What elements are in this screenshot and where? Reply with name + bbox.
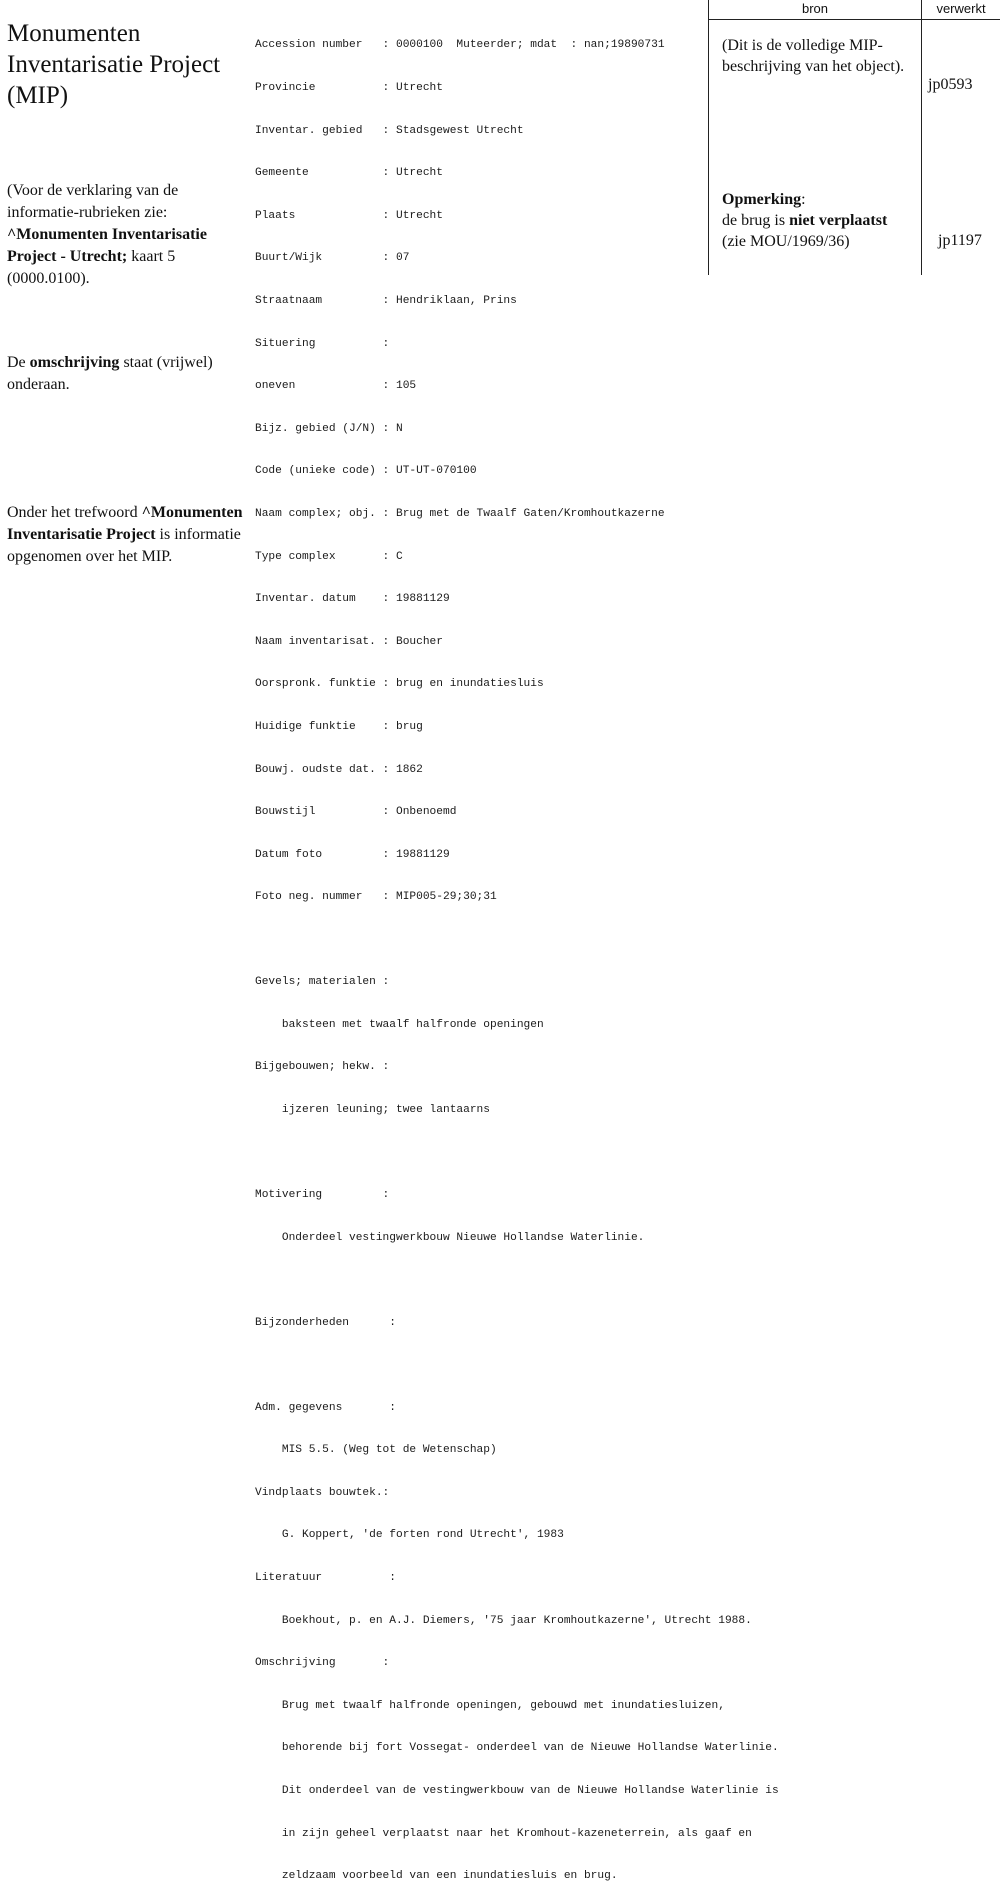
header-bron: bron [801, 1, 829, 16]
record-field: Huidige funktie : brug [255, 720, 423, 733]
record-field: Bouwstijl : Onbenoemd [255, 806, 457, 819]
record-field: Type complex : C [255, 550, 403, 563]
note-trefwoord-post: is informatie opgenomen over het MIP. [7, 526, 241, 565]
record-field: Datum foto : 19881129 [255, 848, 450, 861]
omschrijving-line: Dit onderdeel van de vestingwerkbouw van de Nieuwe Hollandse Waterlinie is [255, 1785, 779, 1797]
record-field: Buurt/Wijk : 07 [255, 252, 410, 265]
remark-emphasis: niet verplaatst [789, 212, 888, 229]
omschrijving-line: Brug met twaalf halfronde openingen, gebouwd met inundatiesluizen, [255, 1699, 725, 1712]
record-field: Plaats : Utrecht [255, 209, 443, 222]
adm-value: MIS 5.5. (Weg tot de Wetenschap) [255, 1444, 497, 1457]
gevels-value: baksteen met twaalf halfronde openingen [255, 1018, 544, 1031]
source-description: (Dit is de volledige MIP-beschrijving van het object). [722, 37, 905, 75]
remark-colon: : [801, 191, 806, 208]
record-field: Gemeente : Utrecht [255, 167, 443, 180]
note-omschrijving-bold: omschrijving [29, 354, 120, 371]
literatuur-value: Boekhout, p. en A.J. Diemers, '75 jaar Kromhoutkazerne', Utrecht 1988. [255, 1614, 752, 1627]
gevels-label: Gevels; materialen : [255, 976, 390, 989]
note-trefwoord-pre: Onder het trefwoord [7, 504, 142, 521]
note-omschrijving-post: staat (vrijwel) onderaan. [7, 354, 213, 393]
source-code: jp0593 [928, 76, 973, 93]
bijgebouwen-label: Bijgebouwen; hekw. : [255, 1061, 390, 1074]
omschrijving-line: in zijn geheel verplaatst naar het Kromhout-kazeneterrein, als gaaf en [255, 1827, 752, 1840]
note-omschrijving-pre: De [7, 354, 30, 371]
omschrijving-label: Omschrijving : [255, 1657, 390, 1670]
note-trefwoord-link: ^Monumenten Inventarisatie Project [7, 504, 243, 543]
table-divider [708, 0, 709, 275]
vindplaats-value: G. Koppert, 'de forten rond Utrecht', 1983 [255, 1529, 564, 1542]
note-verklaring-kaart: kaart 5 (0000.0100). [7, 248, 176, 287]
motivering-value: Onderdeel vestingwerkbouw Nieuwe Hollandse Waterlinie. [255, 1231, 645, 1244]
record-field: Situering : [255, 337, 390, 350]
adm-label: Adm. gegevens : [255, 1401, 396, 1414]
record-field: Inventar. gebied : Stadsgewest Utrecht [255, 124, 524, 137]
record-field: Naam inventarisat. : Boucher [255, 635, 443, 648]
record-field: Foto neg. nummer : MIP005-29;30;31 [255, 891, 497, 904]
note-trefwoord [7, 502, 252, 568]
bijgebouwen-value: ijzeren leuning; twee lantaarns [255, 1104, 490, 1117]
record-field: Straatnaam : Hendriklaan, Prins [255, 294, 517, 307]
vindplaats-label: Vindplaats bouwtek.: [255, 1486, 390, 1499]
remark-pre: de brug is [722, 212, 790, 229]
record-field: Oorspronk. funktie : brug en inundatiesluis [255, 678, 544, 691]
record-field: Bijz. gebied (J/N) : N [255, 422, 403, 435]
note-omschrijving [7, 352, 252, 396]
record-field: Inventar. datum : 19881129 [255, 593, 450, 606]
bijzonderheden-label: Bijzonderheden : [255, 1316, 396, 1329]
record-field: Accession number : 0000100 Muteerder; mdat : nan;19890731 [255, 39, 665, 52]
remark-reference: (zie MOU/1969/36) [722, 233, 850, 250]
remark [722, 189, 927, 252]
record-field: Naam complex; obj. : Brug met de Twaalf Gaten/Kromhoutkazerne [255, 507, 665, 520]
record-field: Provincie : Utrecht [255, 82, 443, 94]
note-verklaring [7, 180, 252, 290]
note-verklaring-text: (Voor de verklaring van de informatie-rubrieken zie: [7, 182, 179, 221]
page-title: Monumenten Inventarisatie Project (MIP) [7, 20, 221, 109]
motivering-label: Motivering : [255, 1189, 390, 1202]
record-field: oneven : 105 [255, 380, 417, 393]
note-verklaring-link: ^Monumenten Inventarisatie Project - Utrecht; [7, 226, 207, 265]
literatuur-label: Literatuur : [255, 1572, 396, 1585]
table-header-rule [708, 19, 1000, 20]
remark-label: Opmerking [722, 191, 802, 208]
header-verwerkt: verwerkt [936, 1, 986, 16]
omschrijving-line: zeldzaam voorbeeld van een inundatiesluis en brug. [255, 1870, 618, 1883]
omschrijving-line: behorende bij fort Vossegat- onderdeel van de Nieuwe Hollandse Waterlinie. [255, 1742, 779, 1755]
record-field: Code (unieke code) : UT-UT-070100 [255, 465, 477, 478]
record-field: Bouwj. oudste dat. : 1862 [255, 763, 423, 776]
remark-code: jp1197 [938, 232, 982, 249]
